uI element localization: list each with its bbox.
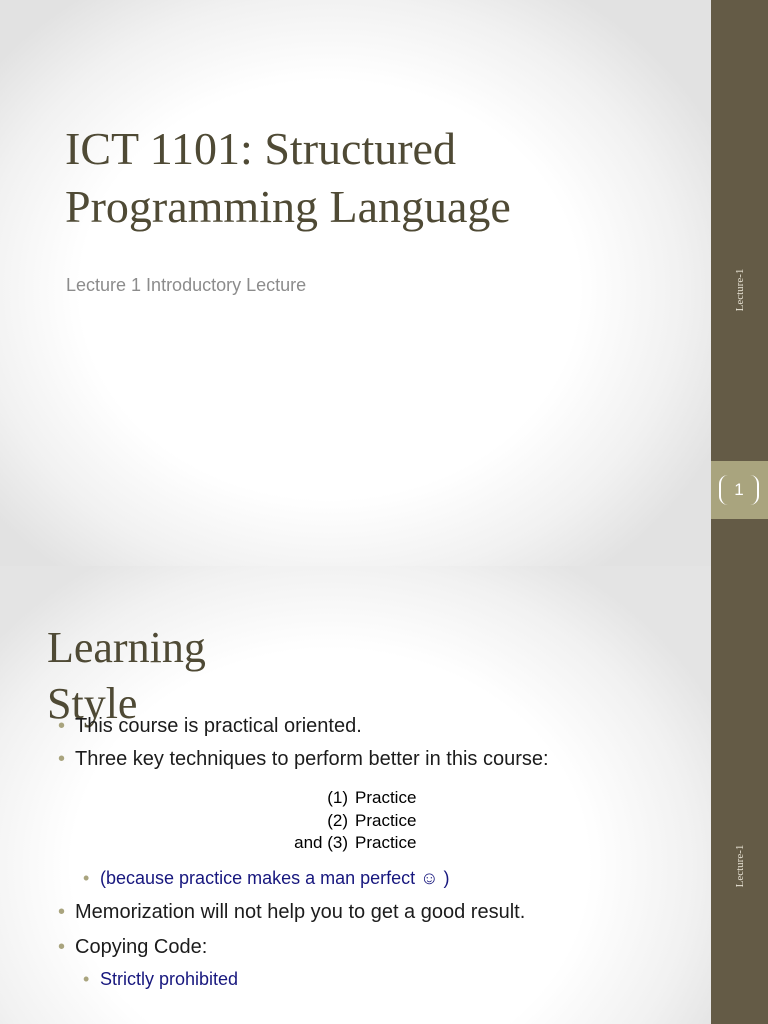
technique-row xyxy=(220,832,618,855)
slide-title: ICT 1101: Structured Programming Language xyxy=(65,123,511,232)
techniques-list xyxy=(220,787,618,855)
bullet-practical: • This course is practical oriented. xyxy=(58,712,618,740)
side-band xyxy=(711,566,768,1024)
slide-subtitle: Lecture 1 Introductory Lecture xyxy=(66,275,307,295)
page-number: 1 xyxy=(719,475,759,505)
bullet-memorization: • Memorization will not help you to get a good result. xyxy=(58,898,618,926)
sub-bullet-copying-note: • Strictly prohibited xyxy=(83,966,618,992)
technique-number: (2) xyxy=(327,810,348,830)
technique-row xyxy=(220,810,618,833)
technique-number: (1) xyxy=(327,788,348,807)
slide-heading: Learning Style xyxy=(47,623,206,728)
technique-number: and (3) xyxy=(294,833,348,852)
sub-bullet-practice-note: • (because practice makes a man perfect ☺ ) xyxy=(83,865,618,891)
bullet-techniques: • Three key techniques to perform better in this course: xyxy=(58,745,618,773)
page-number-box xyxy=(711,461,768,519)
bullet-list xyxy=(58,712,618,992)
technique-text: Practice xyxy=(355,833,417,852)
bullet-copying: • Copying Code: xyxy=(58,933,618,961)
band-lecture-label: Lecture-1 xyxy=(733,844,746,888)
slide-2 xyxy=(0,566,768,1024)
technique-row xyxy=(220,787,618,810)
technique-text: Practice xyxy=(355,788,417,807)
band-lecture-label: Lecture-1 xyxy=(733,268,746,312)
technique-text: Practice xyxy=(355,810,417,830)
